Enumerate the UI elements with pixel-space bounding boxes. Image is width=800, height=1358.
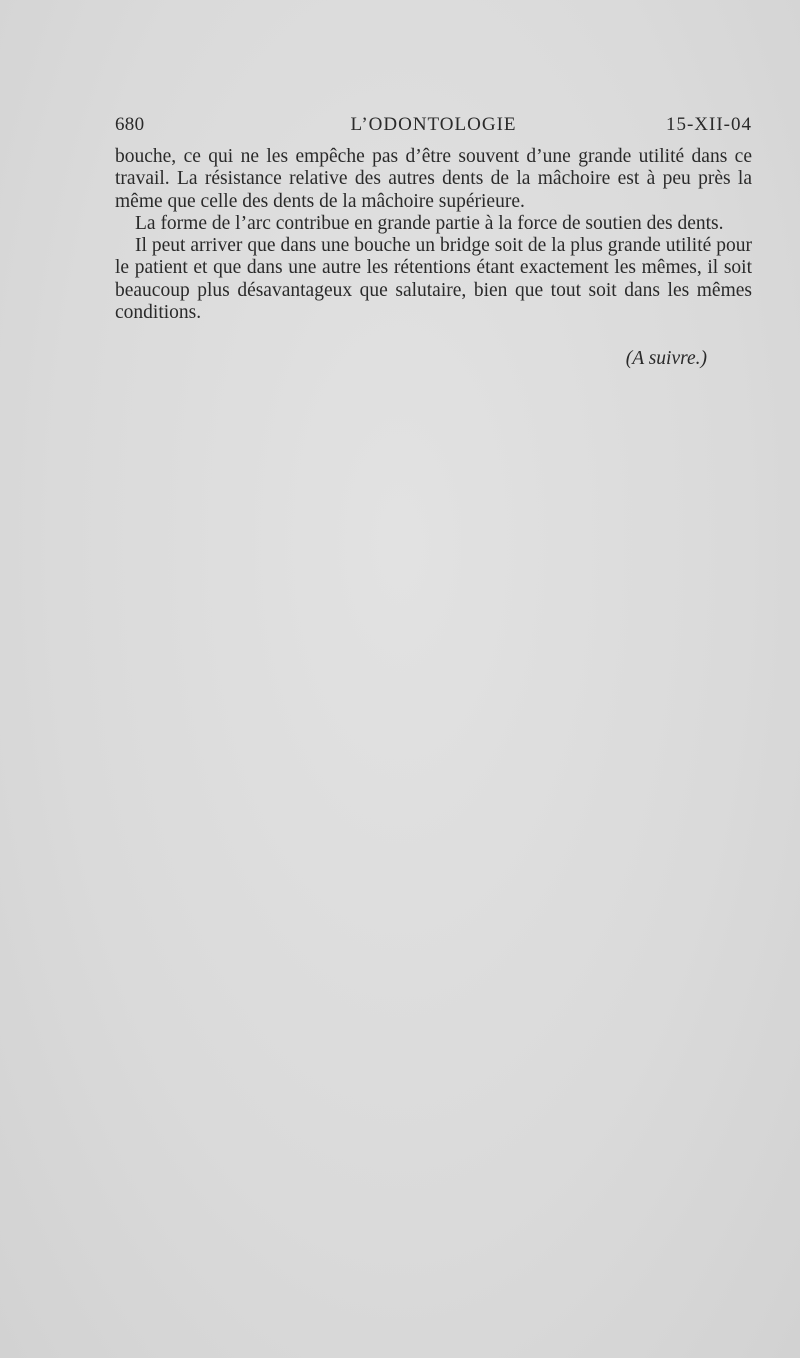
issue-date: 15-XII-04	[665, 114, 752, 135]
body-text	[115, 146, 752, 324]
page-number: 680	[115, 114, 145, 135]
running-title: L’ODONTOLOGIE	[350, 114, 517, 135]
paragraph: La forme de l’arc contribue en grande partie à la force de soutien des dents.	[135, 212, 724, 234]
running-header	[115, 114, 752, 138]
continuation-note: (A suivre.)	[625, 348, 707, 369]
paragraph: bouche, ce qui ne les empêche pas d’être souvent d’une grande utilité dans ce travail. La résistance relative des autres dents de la mâchoire est à peu près la même que celle des dents de la mâchoire supérieure.	[115, 146, 752, 212]
paragraph: Il peut arriver que dans une bouche un bridge soit de la plus grande utilité pour le patient et que dans une autre les rétentions étant exactement les mêmes, il soit beaucoup plus désavantageux que salutaire, bien que tout soit dans les mêmes conditions.	[115, 235, 752, 324]
